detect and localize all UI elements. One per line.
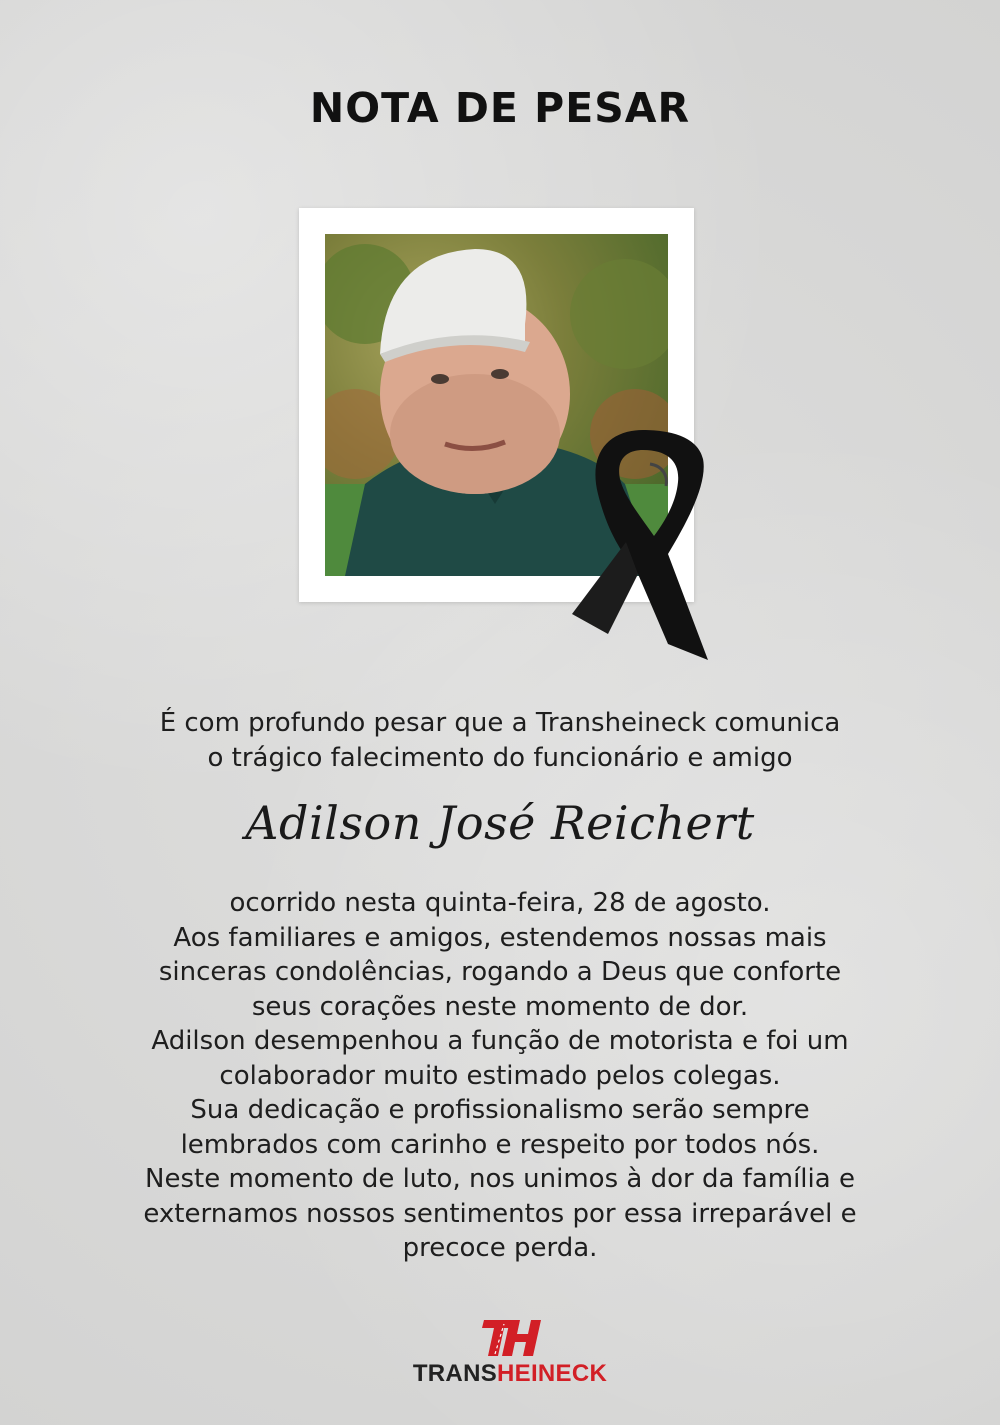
message-line: sinceras condolências, rogando a Deus que conforte (158, 957, 842, 987)
message-line: colaborador muito estimado pelos colegas. (219, 1060, 781, 1091)
message-line: Neste momento de luto, nos unimos à dor da família e (145, 1164, 855, 1194)
intro-text (0, 706, 1000, 775)
message-line: ocorrido nesta quinta-feira, 28 de agosto. (229, 888, 771, 918)
message-line: Aos familiares e amigos, estendemos nossas mais (173, 922, 827, 953)
message-line: lembrados com carinho e respeito por todos nós. (180, 1129, 820, 1160)
logo-wordmark (400, 1360, 620, 1388)
message-line: seus corações neste momento de dor. (251, 991, 749, 1022)
message-line: externamos nossos sentimentos por essa irreparável e (143, 1198, 857, 1229)
logo-word-heineck: HEINECK (497, 1360, 608, 1387)
deceased-name: Adilson José Reichert (245, 796, 755, 850)
intro-line: o trágico falecimento do funcionário e amigo (207, 742, 793, 773)
message-line: Sua dedicação e profissionalismo serão sempre (190, 1095, 810, 1125)
message-line: precoce perda. (402, 1233, 598, 1263)
message-line: Adilson desempenhou a função de motorista e foi um (151, 1026, 849, 1056)
page-title: NOTA DE PESAR (309, 84, 691, 132)
condolence-message (0, 886, 1000, 1266)
th-logo-mark (480, 1318, 542, 1358)
intro-line: É com profundo pesar que a Transheineck comunica (159, 708, 841, 738)
logo-word-trans: TRANS (412, 1360, 498, 1387)
mourning-ribbon-icon (568, 424, 718, 660)
transheineck-logo (400, 1318, 620, 1390)
